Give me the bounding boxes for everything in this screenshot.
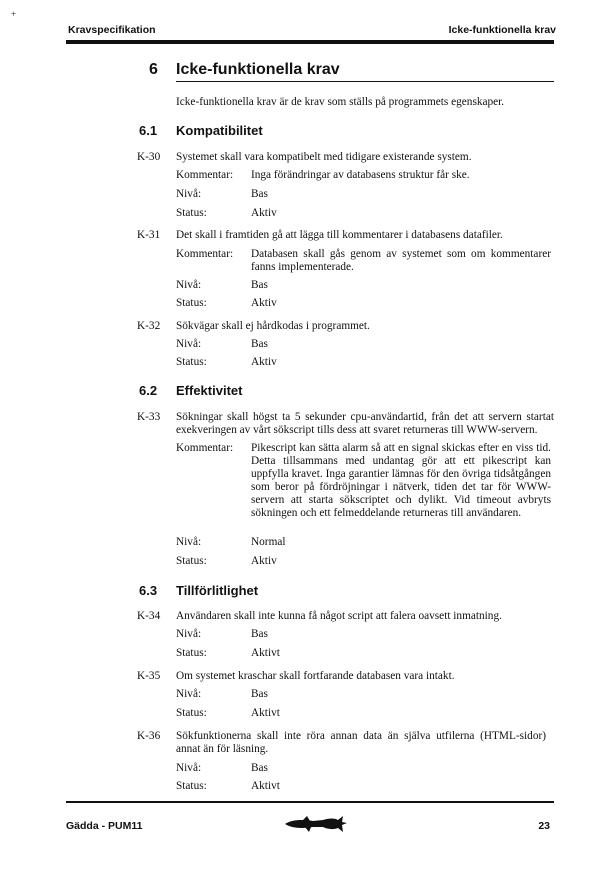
section-number: 6.2 xyxy=(139,383,158,398)
running-header-right: Icke-funktionella krav xyxy=(448,24,556,36)
status-value: Aktivt xyxy=(251,707,280,719)
chapter-intro: Icke-funktionella krav är de krav som ställs på programmets egenskaper. xyxy=(176,96,505,108)
section-title: Tillförlitlighet xyxy=(176,583,259,598)
requirement-text: Om systemet kraschar skall fortfarande databasen vara intakt. xyxy=(176,670,455,682)
level-value: Bas xyxy=(251,279,268,291)
page-number: 23 xyxy=(538,820,550,832)
header-rule xyxy=(66,40,554,44)
requirement-text: Sökvägar skall ej hårdkodas i programmet. xyxy=(176,320,370,332)
level-label: Nivå: xyxy=(176,688,202,700)
chapter-number: 6 xyxy=(149,61,158,78)
level-label: Nivå: xyxy=(176,536,202,548)
requirement-text: Sökningar skall högst ta 5 sekunder cpu-användartid, från det att servern startat exekveringen av vårt sökscript tills dess att svaret returneras till WWW-servern. xyxy=(176,411,554,436)
requirement-id: K-33 xyxy=(137,411,161,423)
level-label: Nivå: xyxy=(176,279,202,291)
requirement-text: Sökfunktionerna skall inte röra annan data än själva utfilerna (HTML-sidor) annat än för läsning. xyxy=(176,730,546,755)
comment-label: Kommentar: xyxy=(176,248,234,260)
section-title: Kompatibilitet xyxy=(176,123,263,138)
status-label: Status: xyxy=(176,297,207,309)
status-value: Aktivt xyxy=(251,780,280,792)
status-label: Status: xyxy=(176,707,207,719)
status-value: Aktiv xyxy=(251,356,277,368)
status-label: Status: xyxy=(176,780,207,792)
status-label: Status: xyxy=(176,555,207,567)
status-value: Aktivt xyxy=(251,647,280,659)
level-label: Nivå: xyxy=(176,628,202,640)
requirement-id: K-34 xyxy=(137,610,161,622)
level-value: Bas xyxy=(251,188,268,200)
level-value: Normal xyxy=(251,536,286,548)
requirement-text: Användaren skall inte kunna få något script att falera oavsett inmatning. xyxy=(176,610,502,622)
level-label: Nivå: xyxy=(176,338,202,350)
footer-left: Gädda - PUM11 xyxy=(66,820,143,832)
requirement-text: Det skall i framtiden gå att lägga till kommentarer i databasens datafiler. xyxy=(176,229,503,241)
requirement-text: Systemet skall vara kompatibelt med tidigare existerande system. xyxy=(176,151,472,163)
requirement-id: K-36 xyxy=(137,730,161,742)
requirement-id: K-31 xyxy=(137,229,161,241)
chapter-title: Icke-funktionella krav xyxy=(176,61,340,78)
status-value: Aktiv xyxy=(251,207,277,219)
requirement-id: K-35 xyxy=(137,670,161,682)
comment-value: Inga förändringar av databasens struktur får ske. xyxy=(251,169,470,181)
requirement-id: K-30 xyxy=(137,151,161,163)
status-label: Status: xyxy=(176,356,207,368)
footer-rule xyxy=(66,801,554,803)
comment-label: Kommentar: xyxy=(176,169,234,181)
comment-label: Kommentar: xyxy=(176,442,234,454)
level-value: Bas xyxy=(251,628,268,640)
section-number: 6.1 xyxy=(139,123,158,138)
requirement-id: K-32 xyxy=(137,320,161,332)
section-number: 6.3 xyxy=(139,583,158,598)
running-header-left: Kravspecifikation xyxy=(68,24,156,36)
corner-mark: + xyxy=(11,9,17,19)
status-value: Aktiv xyxy=(251,297,277,309)
status-value: Aktiv xyxy=(251,555,277,567)
pike-fish-logo-icon xyxy=(283,814,349,834)
level-label: Nivå: xyxy=(176,762,202,774)
comment-value: Databasen skall gås genom av systemet som om kommentarer fanns implementerade. xyxy=(251,248,551,273)
level-value: Bas xyxy=(251,688,268,700)
level-value: Bas xyxy=(251,338,268,350)
status-label: Status: xyxy=(176,647,207,659)
level-value: Bas xyxy=(251,762,268,774)
section-title: Effektivitet xyxy=(176,383,243,398)
status-label: Status: xyxy=(176,207,207,219)
level-label: Nivå: xyxy=(176,188,202,200)
comment-value: Pikescript kan sätta alarm så att en signal skickas efter en viss tid. Detta tillsammans med undantag gör att ett pikescript kan uppfylla kravet. Inga garantier lämnas för den övriga tidsåtgången som beror på fördröjningar i nätverk, tiden det tar för WWW-servern att starta sökscriptet och dylikt. Vid timeout avbryts sökningen och ett felmeddelande returneras till användaren. xyxy=(251,442,551,519)
chapter-title-rule xyxy=(176,81,554,82)
